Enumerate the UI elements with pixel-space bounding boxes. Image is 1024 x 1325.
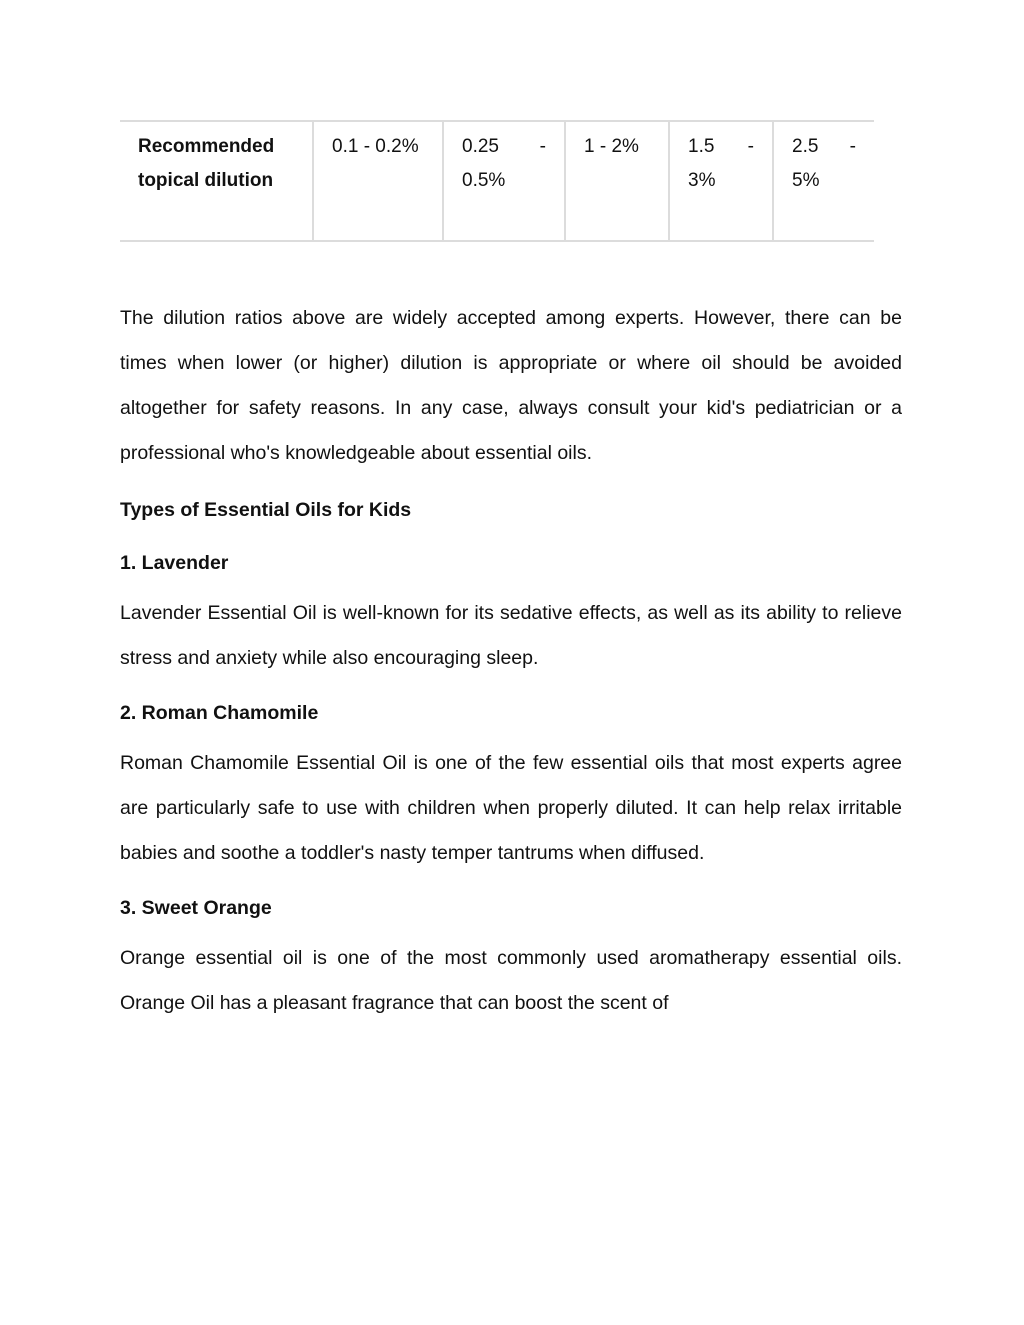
dilution-value-cell: 1.5 - 3% <box>669 121 773 241</box>
dilution-value-cell: 0.1 - 0.2% <box>313 121 443 241</box>
section-heading-sweet-orange: 3. Sweet Orange <box>120 897 272 919</box>
dilution-value-cell: 2.5 - 5% <box>773 121 874 241</box>
section-body-lavender: Lavender Essential Oil is well-known for its sedative effects, as well as its ability to relieve stress and anxiety while also encouraging sleep. <box>120 602 902 669</box>
intro-paragraph: The dilution ratios above are widely accepted among experts. However, there can be times when lower (or higher) dilution is appropriate or where oil should be avoided altogether for safety reasons. In any case, always consult your kid's pediatrician or a professional who's knowledgeable about essential oils. <box>120 307 902 464</box>
section-body-sweet-orange: Orange essential oil is one of the most commonly used aromatherapy essential oils. Orange Oil has a pleasant fragrance that can boost the scent of <box>120 947 902 1014</box>
table-row <box>120 121 874 241</box>
dilution-value-cell: 0.25 - 0.5% <box>443 121 565 241</box>
types-heading: Types of Essential Oils for Kids <box>120 499 412 521</box>
dilution-label-cell: Recommended topical dilution <box>120 121 313 241</box>
article-body <box>120 296 902 1026</box>
section-heading-lavender: 1. Lavender <box>120 552 229 574</box>
section-heading-roman-chamomile: 2. Roman Chamomile <box>120 702 319 724</box>
dilution-value-cell: 1 - 2% <box>565 121 669 241</box>
dilution-table <box>120 120 874 242</box>
section-body-roman-chamomile: Roman Chamomile Essential Oil is one of the few essential oils that most experts agree are particularly safe to use with children when properly diluted. It can help relax irritable babies and soothe a toddler's nasty temper tantrums when diffused. <box>120 752 902 864</box>
